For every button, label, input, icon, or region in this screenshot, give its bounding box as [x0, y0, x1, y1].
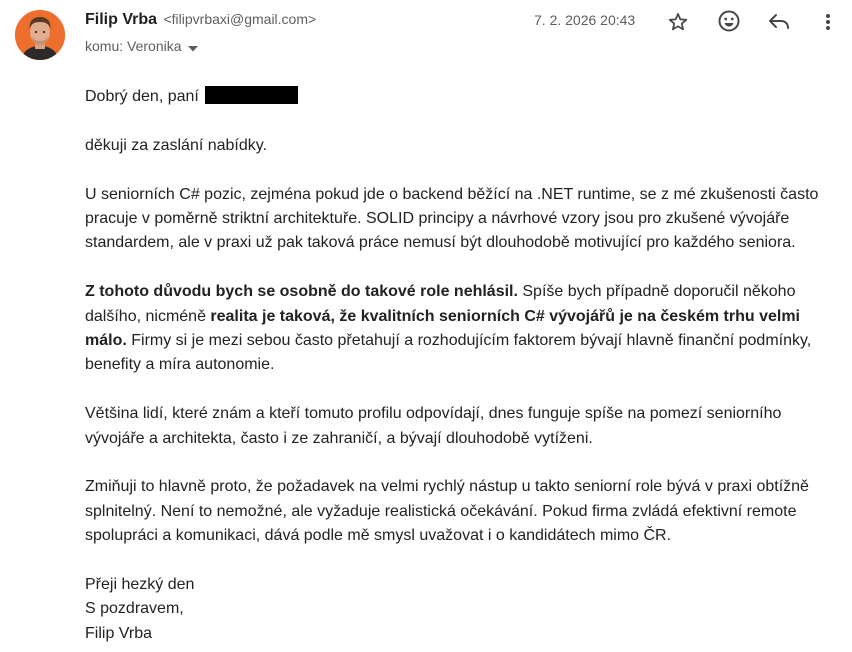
sender: [85, 11, 316, 29]
thanks-paragraph: děkuji za zaslání nabídky.: [85, 136, 268, 154]
recipient-label: komu: Veronika: [85, 38, 182, 54]
closing-line-2: S pozdravem,: [85, 600, 184, 618]
sender-email[interactable]: <filipvrbaxi@gmail.com>: [163, 11, 317, 27]
greeting: Dobrý den, paní: [85, 88, 199, 105]
paragraph-architecture: U seniorních C# pozic, zejména pokud jde o backend běžící na .NET runtime, se z mé zkušenosti často pracuje v poměrně striktní architektuře. SOLID principy a návrhové vzory jsou pro zkušené vývojáře standardem, ale v praxi už pak taková práce nemusí být dlouhodobě motivující pro každého seniora.: [85, 185, 819, 252]
email-date: 7. 2. 2026 20:43: [534, 12, 636, 28]
bold-statement-1: Z tohoto důvodu bych se osobně do takové role nehlásil.: [85, 283, 518, 301]
signature-name: Filip Vrba: [85, 624, 152, 642]
paragraph-text-1: Spíše bych případně doporučil někoho dalšího, nicméně: [85, 283, 796, 325]
email-body: [85, 85, 840, 646]
paragraph-recommendation: [85, 280, 840, 378]
closing-paragraph: [85, 573, 840, 646]
avatar[interactable]: [15, 10, 65, 60]
emoji-icon[interactable]: [715, 7, 743, 35]
paragraph-reason: Zmiňuji to hlavně proto, že požadavek na velmi rychlý nástup u takto seniorní role bývá v praxi obtížně splnitelný. Není to nemožné, ale vyžaduje realistická očekávání. Pokud firma zvládá efektivní remote spolupráci a komunikaci, dává podle mě smysl uvažovat i o kandidátech mimo ČR.: [85, 478, 809, 545]
sender-name[interactable]: Filip Vrba: [85, 11, 158, 28]
star-icon[interactable]: [664, 8, 692, 36]
paragraph-people: Většina lidí, které znám a kteří tomuto profilu odpovídají, dnes funguje spíše na pomezí seniorního vývojáře a architekta, často i ze zahraničí, a bývají dlouhodobě vytíženi.: [85, 405, 782, 447]
reply-icon[interactable]: [765, 8, 793, 36]
greeting-paragraph: [85, 85, 840, 109]
more-vertical-icon[interactable]: [814, 8, 842, 36]
redacted-name-block: [205, 86, 298, 104]
closing-line-1: Přeji hezký den: [85, 576, 195, 594]
caret-down-icon[interactable]: [188, 39, 198, 55]
recipient-details[interactable]: [85, 37, 198, 55]
bold-statement-2: realita je taková, že kvalitních seniorních C# vývojářů je na českém trhu velmi málo.: [85, 307, 800, 350]
paragraph-text-2: Firmy si je mezi sebou často přetahují a rozhodujícím faktorem bývají hlavně finanční podmínky, benefity a míra autonomie.: [85, 332, 812, 374]
